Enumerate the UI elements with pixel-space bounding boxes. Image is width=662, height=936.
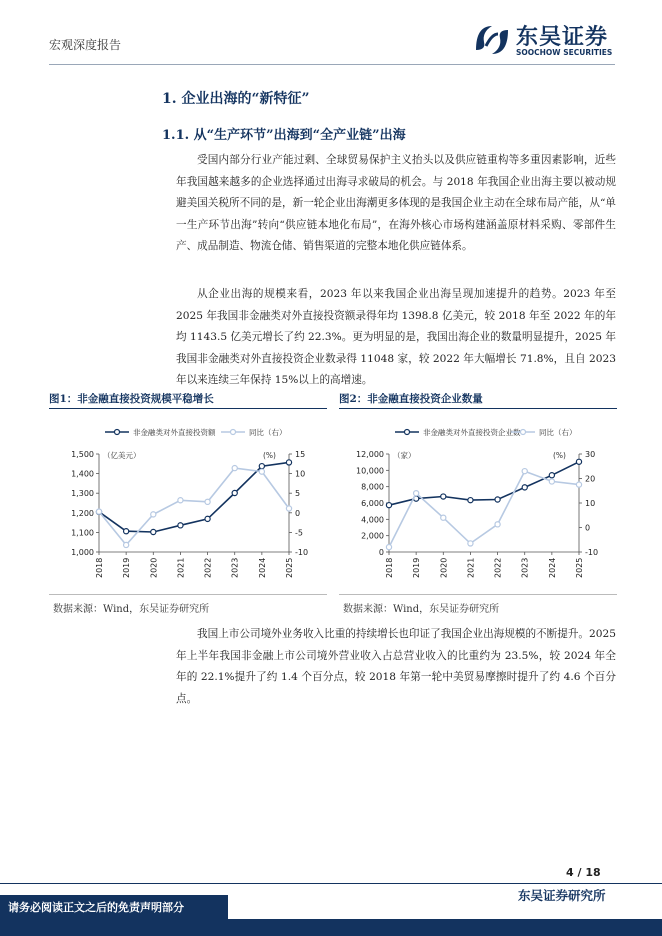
right-tick-label: 20 <box>585 474 596 484</box>
figure-2-source: 数据来源：Wind，东吴证券研究所 <box>343 604 500 615</box>
data-point-secondary <box>386 545 391 550</box>
left-tick-label: 1,200 <box>71 508 94 518</box>
data-point-primary <box>522 485 527 490</box>
legend-label-primary: 非金融类对外直接投资企业数 <box>423 428 521 437</box>
left-tick-label: 12,000 <box>356 450 384 459</box>
left-axis-unit: （亿美元） <box>103 451 141 460</box>
x-tick-label: 2018 <box>95 557 104 578</box>
data-point-primary <box>178 523 183 528</box>
page-number: 4 / 18 <box>566 866 601 879</box>
data-point-primary <box>549 473 554 478</box>
x-tick-label: 2021 <box>176 557 186 578</box>
x-tick-label: 2020 <box>439 557 449 578</box>
data-point-primary <box>286 460 291 465</box>
figure-1-bottom-rule <box>49 594 327 595</box>
left-tick-label: 4,000 <box>361 515 384 525</box>
x-tick-label: 2021 <box>466 557 476 578</box>
right-tick-label: -10 <box>295 548 309 557</box>
data-point-primary <box>259 464 264 469</box>
left-tick-label: 1,000 <box>71 548 94 557</box>
right-tick-label: 5 <box>295 489 301 499</box>
data-point-secondary <box>414 491 419 496</box>
footer-org-name: 东吴证券研究所 <box>518 888 606 903</box>
figure-2-chart <box>339 418 617 594</box>
left-tick-label: 1,300 <box>71 489 94 499</box>
left-tick-label: 2,000 <box>361 531 384 541</box>
data-point-primary <box>576 459 581 464</box>
data-point-secondary <box>178 498 183 503</box>
figure-2-rule <box>339 408 617 409</box>
x-tick-label: 2024 <box>547 557 557 578</box>
figure-1-svg <box>49 418 327 594</box>
logo-english-name: SOOCHOW SECURITIES <box>516 48 613 57</box>
data-point-secondary <box>468 541 473 546</box>
legend-label-secondary: 同比（右） <box>249 428 287 437</box>
right-tick-label: -5 <box>295 528 303 538</box>
logo-mark-icon <box>472 20 512 60</box>
data-point-secondary <box>205 499 210 504</box>
right-tick-label: -10 <box>585 548 599 557</box>
x-tick-label: 2018 <box>385 557 394 578</box>
data-point-primary <box>205 516 210 521</box>
left-axis-unit: （家） <box>393 451 416 460</box>
data-point-primary <box>124 529 129 534</box>
company-logo <box>472 20 622 62</box>
data-point-primary <box>468 498 473 503</box>
figure-1-title: 图1：非金融直接投资规模平稳增长 <box>49 393 214 405</box>
paragraph-3: 我国上市公司境外业务收入比重的持续增长也印证了我国企业出海规模的不断提升。2025 年上半年我国非金融上市公司境外营业收入占总营业收入的比重约为 23.5%，较 2024 年全年的 22.1%提升了约 1.4 个百分点，较 2018 年第一轮中美贸易摩擦时提升了约 4.6 个百分点。 <box>176 628 616 705</box>
left-tick-label: 1,500 <box>71 450 94 459</box>
right-axis-unit: (%) <box>263 451 276 460</box>
legend-label-primary: 非金融类对外直接投资额 <box>133 428 216 437</box>
data-point-secondary <box>576 482 581 487</box>
data-point-secondary <box>522 469 527 474</box>
disclaimer-bar <box>0 895 228 919</box>
data-point-primary <box>386 503 391 508</box>
x-tick-label: 2020 <box>149 557 159 578</box>
data-point-secondary <box>286 506 291 511</box>
right-tick-label: 0 <box>295 508 301 518</box>
figure-2-bottom-rule <box>339 594 617 595</box>
paragraph-1: 受国内部分行业产能过剩、全球贸易保护主义抬头以及供应链重构等多重因素影响，近些年我国越来越多的企业选择通过出海寻求破局的机会。与 2018 年我国企业出海主要以被动规避美国关税所不同的是，新一轮企业出海潮更多体现的是我国企业主动在全球布局产能，从“单一生产环节出海”转向“供应链本地化布局”，在海外核心市场构建涵盖原材料采购、零部件生产、成品制造、物流仓储、销售渠道的完整本地化供应链体系。 <box>176 154 616 253</box>
data-point-secondary <box>549 479 554 484</box>
legend-marker-secondary <box>231 430 236 435</box>
figure-2-title: 图2：非金融直接投资企业数量 <box>339 393 483 405</box>
x-tick-label: 2025 <box>285 557 294 578</box>
section-heading: 1. 企业出海的“新特征” <box>162 91 310 107</box>
data-point-secondary <box>96 509 101 514</box>
left-tick-label: 8,000 <box>361 482 384 492</box>
right-tick-label: 30 <box>585 450 596 459</box>
right-tick-label: 15 <box>295 450 306 459</box>
figure-1-chart <box>49 418 327 594</box>
left-tick-label: 1,400 <box>71 469 94 479</box>
paragraph-2: 从企业出海的规模来看，2023 年以来我国企业出海呈现加速提升的趋势。2023 年至 2025 年我国非金融类对外直接投资额录得年均 1398.8 亿美元，较 2018 年至 2022 年的年均 1143.5 亿美元增长了约 22.3%。更为明显的是，我国出海企业的数量明显提升，2025 年我国非金融类对外直接投资企业数录得 11048 家，较 2022 年大幅增长 71.8%，且自 2023 年以来连续三年保持 15%以上的高增速。 <box>176 288 616 387</box>
header-divider <box>49 64 615 65</box>
left-tick-label: 6,000 <box>361 499 384 508</box>
figure-1-rule <box>49 408 327 409</box>
left-tick-label: 10,000 <box>356 466 384 476</box>
footer-divider <box>0 883 662 884</box>
x-tick-label: 2023 <box>520 557 530 578</box>
legend-marker-secondary <box>521 430 526 435</box>
x-tick-label: 2025 <box>575 557 584 578</box>
right-axis-unit: (%) <box>553 451 566 460</box>
x-tick-label: 2019 <box>122 557 132 578</box>
data-point-secondary <box>259 469 264 474</box>
legend-label-secondary: 同比（右） <box>539 428 577 437</box>
x-tick-label: 2023 <box>230 557 240 578</box>
legend-marker-primary <box>115 430 120 435</box>
data-point-primary <box>232 490 237 495</box>
data-point-secondary <box>124 542 129 547</box>
x-tick-label: 2022 <box>203 557 213 578</box>
x-tick-label: 2024 <box>257 557 267 578</box>
data-point-secondary <box>151 512 156 517</box>
x-tick-label: 2022 <box>493 557 503 578</box>
right-tick-label: 10 <box>585 499 596 508</box>
right-tick-label: 0 <box>585 523 591 533</box>
data-point-primary <box>151 529 156 534</box>
left-tick-label: 0 <box>378 548 384 557</box>
x-tick-label: 2019 <box>412 557 422 578</box>
logo-name: 东吴证券 <box>516 25 609 50</box>
data-point-secondary <box>441 515 446 520</box>
legend-marker-primary <box>405 430 410 435</box>
data-point-primary <box>441 494 446 499</box>
data-point-primary <box>495 497 500 502</box>
data-point-secondary <box>232 466 237 471</box>
left-tick-label: 1,100 <box>71 528 94 538</box>
right-tick-label: 10 <box>295 469 306 479</box>
subsection-heading: 1.1. 从“生产环节”出海到“全产业链”出海 <box>162 128 406 143</box>
data-point-secondary <box>495 522 500 527</box>
disclaimer-text: 请务必阅读正文之后的免责声明部分 <box>8 901 184 914</box>
footer-strip <box>0 919 662 936</box>
report-type-label: 宏观深度报告 <box>49 38 122 52</box>
figure-2-svg <box>339 418 617 594</box>
figure-1-source: 数据来源：Wind，东吴证券研究所 <box>53 604 210 615</box>
